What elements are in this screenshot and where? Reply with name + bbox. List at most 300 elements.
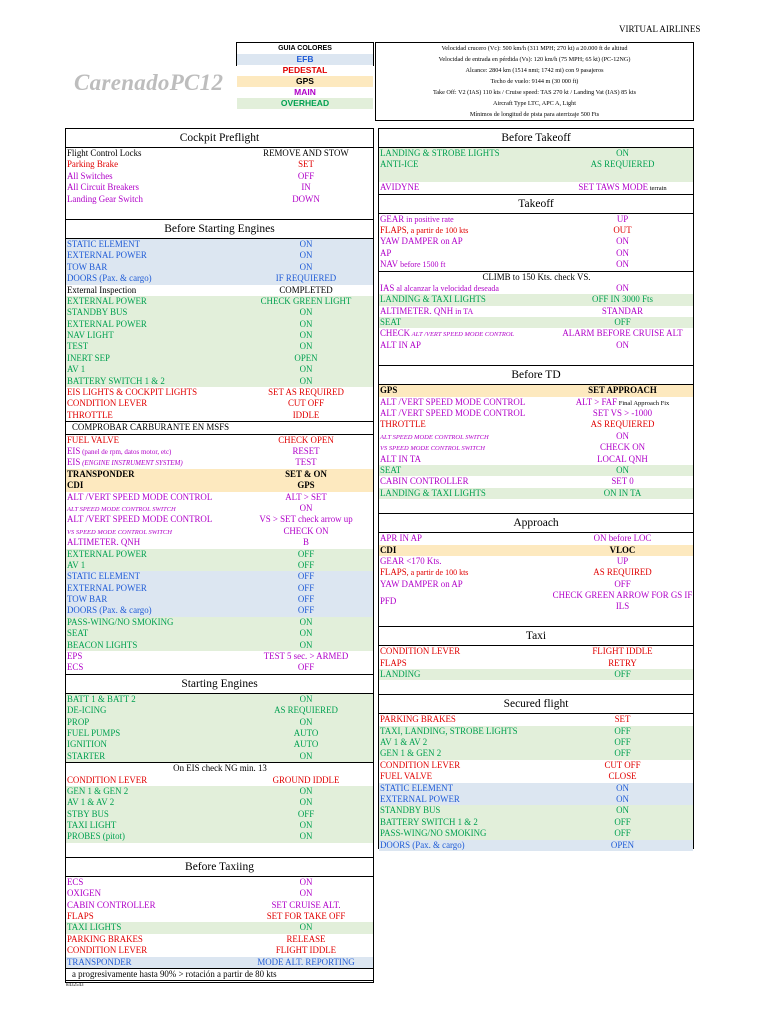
item-label (379, 317, 552, 328)
footer-code: 8432543 (66, 983, 84, 988)
item-label (66, 934, 239, 945)
item-label-main: STBY BUS (67, 808, 109, 819)
item-label (379, 259, 552, 270)
item-action-main: LOCAL QNH (597, 453, 648, 464)
item-action-main: VLOC (609, 544, 636, 555)
item-action (239, 492, 373, 503)
spacer (379, 499, 693, 513)
section-title: Cockpit Preflight (66, 129, 373, 148)
item-action (239, 583, 373, 594)
item-action-main: OFF (297, 548, 315, 559)
item-action (552, 840, 693, 851)
checklist-row (379, 590, 693, 612)
item-action (552, 794, 693, 805)
item-action-main: B (303, 537, 309, 548)
checklist-row (379, 454, 693, 465)
item-action-main: MODE ALT. REPORTING (257, 956, 355, 967)
checklist-row (379, 646, 693, 657)
item-action-main: ON (299, 318, 313, 329)
item-label-main: FUEL VALVE (380, 771, 433, 782)
item-label (66, 628, 239, 639)
item-label-main: FLAPS (67, 911, 94, 922)
checklist-row (66, 514, 373, 525)
checklist-row (379, 840, 693, 851)
item-action-main: COMPLETED (279, 284, 333, 295)
item-action (239, 560, 373, 571)
legend-title: GUIA COLORES (278, 45, 332, 52)
item-label (66, 319, 239, 330)
item-label-main: EXTERNAL POWER (67, 582, 147, 593)
item-action (552, 159, 693, 170)
item-label (66, 262, 239, 273)
item-label-main: LANDING & TAXI LIGHTS (380, 487, 486, 498)
checklist-row (66, 285, 373, 296)
item-label (66, 571, 239, 582)
item-action-main: SET VS > -1000 (592, 408, 653, 419)
item-label (66, 159, 239, 170)
item-label (379, 283, 552, 294)
item-action-main: ON (616, 794, 629, 805)
note-text: a progresivamente hasta 90% > rotación a partir de 80 kts (72, 969, 277, 979)
checklist-row (66, 549, 373, 560)
item-label (379, 748, 552, 759)
item-action-main: OUT (613, 224, 632, 235)
item-label-main: All Switches (67, 170, 113, 181)
item-action-main: ON (299, 639, 313, 650)
item-action-main: ALARM BEFORE CRUISE ALT (562, 328, 683, 339)
item-label (66, 549, 239, 560)
item-label (66, 560, 239, 571)
item-label (379, 419, 552, 430)
item-label-main: TOW BAR (67, 261, 108, 272)
item-label-main: ANTI-ICE (380, 159, 419, 170)
item-action-main: IN (301, 182, 311, 193)
checklist-row (379, 533, 693, 544)
item-action (239, 387, 373, 398)
item-label (66, 469, 239, 480)
item-label (66, 285, 239, 296)
item-action-main: ON (299, 261, 313, 272)
checklist-row (66, 809, 373, 820)
checklist-row (379, 385, 693, 396)
checklist-row (66, 640, 373, 651)
legend-item: MAIN (237, 87, 373, 98)
item-label-main: INERT SEP (67, 352, 110, 363)
item-label (66, 617, 239, 628)
item-action-main: ON (299, 341, 313, 352)
item-action-main: CUT OFF (604, 759, 641, 770)
item-action-main: ON (616, 282, 629, 293)
item-action-main: CHECK GREEN ARROW FOR GS IF ILS (552, 590, 693, 612)
item-label-main: EIS (67, 457, 81, 468)
item-label (379, 476, 552, 487)
item-action (552, 214, 693, 225)
item-label-main: GEAR <170 Kts. (380, 555, 442, 566)
legend-item: OVERHEAD (237, 98, 373, 109)
spec-line: Aircraft Type LTC, APC A, Light (493, 100, 576, 107)
item-action (552, 760, 693, 771)
checklist-row (66, 537, 373, 548)
item-action-main: SET CRUISE ALT. (271, 899, 341, 910)
item-label-main: STANDBY BUS (380, 805, 441, 816)
checklist-row (379, 783, 693, 794)
checklist-row (66, 945, 373, 956)
item-action (552, 148, 693, 159)
item-action (239, 831, 373, 842)
item-label-main: STATIC ELEMENT (67, 571, 140, 582)
item-action (239, 159, 373, 170)
item-label-main: CABIN CONTROLLER (380, 476, 469, 487)
item-action (239, 694, 373, 705)
item-action-main: RESET (292, 445, 320, 456)
item-label (66, 250, 239, 261)
checklist-row (66, 469, 373, 480)
item-action-main: OFF (614, 578, 631, 589)
item-action (239, 705, 373, 716)
checklist-row (66, 341, 373, 352)
item-action (239, 571, 373, 582)
item-action (552, 579, 693, 590)
item-label (379, 567, 552, 578)
checklist-row (66, 330, 373, 341)
item-label (379, 465, 552, 476)
item-action (552, 442, 693, 453)
checklist-row (379, 545, 693, 556)
item-action-main: ON (616, 782, 629, 793)
item-label (379, 159, 552, 170)
item-action-main: AUTO (293, 727, 319, 738)
item-label-main: SEAT (380, 464, 402, 475)
item-label-main: THROTTLE (67, 409, 113, 420)
item-label-main: STANDBY BUS (67, 307, 128, 318)
item-action-main: ON (299, 250, 313, 261)
item-label-main: ALT IN TA (380, 453, 422, 464)
checklist-row (66, 353, 373, 364)
item-action-main: SET TAWS MODE (578, 182, 649, 193)
item-action (552, 419, 693, 430)
checklist-row (66, 387, 373, 398)
item-label-main: CONDITION LEVER (380, 646, 461, 657)
item-action (552, 658, 693, 669)
item-label (66, 651, 239, 662)
checklist-row (66, 319, 373, 330)
item-label (66, 398, 239, 409)
item-action-note: terrain (648, 185, 667, 193)
item-label-main: ALT /VERT SPEED MODE CONTROL (380, 408, 526, 419)
item-label (379, 805, 552, 816)
item-action (239, 398, 373, 409)
item-action-main: ON (299, 375, 313, 386)
item-label (379, 579, 552, 590)
checklist-row (379, 714, 693, 725)
item-action-main: CHECK GREEN LIGHT (260, 295, 352, 306)
item-label-main: NAV LIGHT (67, 330, 114, 341)
item-label-main: EXTERNAL POWER (67, 250, 147, 261)
checklist-row (379, 431, 693, 442)
item-action-main: OPEN (294, 352, 318, 363)
item-action-main: AS REQUIERED (274, 705, 338, 716)
item-label-main: ALT IN AP (380, 339, 421, 350)
item-label (66, 307, 239, 318)
item-label-note: in TA (453, 306, 474, 316)
item-action (239, 628, 373, 639)
item-label (66, 809, 239, 820)
item-label-main: AV 1 (67, 559, 86, 570)
item-label (379, 545, 552, 556)
item-label (66, 662, 239, 673)
checklist-row (66, 617, 373, 628)
checklist-row (379, 828, 693, 839)
item-action (239, 662, 373, 673)
note-row (379, 271, 693, 283)
checklist-row (66, 435, 373, 446)
item-action (552, 646, 693, 657)
item-action (552, 408, 693, 419)
right-checklist (378, 128, 694, 849)
spacer (379, 612, 693, 626)
item-label (66, 797, 239, 808)
item-action-main: ALT > SET (285, 491, 327, 502)
checklist-row (379, 328, 693, 339)
item-label-main: PARKING BRAKES (380, 714, 456, 725)
item-label-note: ALT /VERT SPEED MODE CONTROL (410, 331, 515, 339)
item-action-main: OFF (297, 662, 315, 673)
item-action-main: ON (299, 238, 313, 249)
item-label (379, 794, 552, 805)
item-action-main: AS REQUIRED (593, 567, 652, 578)
item-action (239, 900, 373, 911)
section-title: Before Starting Engines (66, 219, 373, 239)
item-label-main: OXIGEN (67, 888, 102, 899)
item-label-main: TEST (67, 341, 89, 352)
item-label-note: al alcanzar la velocidad deseada (394, 283, 499, 293)
item-action-main: ON (299, 330, 313, 341)
left-checklist (65, 128, 374, 983)
item-label-main: AV 1 (67, 364, 86, 375)
checklist-row (379, 726, 693, 737)
item-action-main: ON (616, 430, 629, 441)
checklist-row (66, 171, 373, 182)
item-action (552, 590, 693, 612)
item-label (379, 590, 552, 612)
item-label-main: All Circuit Breakers (67, 182, 139, 193)
checklist-row (379, 306, 693, 317)
item-label-main: FLAPS (380, 657, 407, 668)
item-label (379, 646, 552, 657)
item-action (239, 273, 373, 284)
item-label (66, 410, 239, 421)
checklist-row (379, 182, 693, 193)
item-label-note: VS SPEED MODE CONTROL SWITCH (67, 528, 172, 536)
legend-item: PEDESTAL (237, 65, 373, 76)
item-action-main: SET FOR TAKE OFF (266, 911, 346, 922)
item-action-main: FLIGHT IDDLE (275, 945, 337, 956)
item-action-main: SET 0 (611, 476, 634, 487)
checklist-row (379, 171, 693, 182)
section-title: Before Takeoff (379, 129, 693, 148)
checklist-row (379, 148, 693, 159)
item-action-main: ON (299, 693, 313, 704)
item-action-main: OFF IN 3000 Fts (592, 294, 653, 305)
item-label-main: APR IN AP (380, 533, 422, 544)
item-label (379, 328, 552, 339)
item-label (379, 442, 552, 453)
item-action-main: TEST (295, 457, 317, 468)
item-action-main: ON (616, 148, 629, 158)
item-action-main: IF REQUIERED (275, 273, 337, 284)
item-label (379, 306, 552, 317)
item-action (552, 171, 693, 182)
item-action (552, 283, 693, 294)
note-row (66, 762, 373, 774)
item-action-main: ON (299, 750, 313, 761)
item-action-main: ON (299, 628, 313, 639)
item-label-main: STARTER (67, 750, 106, 761)
item-action (239, 739, 373, 750)
item-label-main: GPS (380, 385, 398, 396)
item-label-main: DOORS (Pax. & cargo) (67, 273, 152, 284)
item-label (379, 236, 552, 247)
item-action (239, 888, 373, 899)
item-action (239, 945, 373, 956)
section-title: Before Taxiing (66, 857, 373, 877)
item-label (379, 533, 552, 544)
item-action (552, 248, 693, 259)
item-label (66, 945, 239, 956)
item-label-main: PASS-WING/NO SMOKING (380, 828, 487, 839)
item-action-main: OFF (297, 559, 315, 570)
item-action (552, 714, 693, 725)
spec-line: Alcance: 2804 km (1514 nmi; 1742 mi) con 9 pasajeros (465, 67, 604, 74)
checklist-row (66, 877, 373, 888)
checklist-row (66, 410, 373, 421)
item-action (239, 605, 373, 616)
item-label (379, 771, 552, 782)
airline-name: VIRTUAL AIRLINES (619, 24, 701, 34)
item-action (552, 748, 693, 759)
item-action (239, 194, 373, 205)
checklist-row (379, 669, 693, 680)
item-action (239, 341, 373, 352)
item-label (379, 669, 552, 680)
checklist-row (379, 488, 693, 499)
checklist-row (379, 805, 693, 816)
item-action (552, 556, 693, 567)
item-action (239, 514, 373, 525)
item-label-main: GEAR (380, 213, 405, 224)
spec-line: Mínimos de longitud de pista para aterrizaje 500 Fts (469, 111, 600, 118)
checklist-row (66, 571, 373, 582)
item-action (239, 809, 373, 820)
item-label-main: IGNITION (67, 739, 107, 750)
legend-item: GPS (237, 76, 373, 87)
item-label-main: ALT /VERT SPEED MODE CONTROL (67, 514, 213, 525)
item-label (66, 694, 239, 705)
checklist-row (66, 957, 373, 968)
item-label-main: AV 1 & AV 2 (67, 797, 115, 808)
item-label (379, 737, 552, 748)
item-label-main: CHECK (380, 328, 411, 339)
checklist-row (379, 567, 693, 578)
item-action-main: OFF (614, 816, 631, 827)
item-label (66, 583, 239, 594)
item-label (379, 488, 552, 499)
item-label-main: EPS (67, 651, 83, 662)
item-action (552, 182, 693, 193)
item-label (66, 900, 239, 911)
item-label-main: YAW DAMPER on AP (380, 236, 463, 247)
item-action (552, 669, 693, 680)
checklist-row (66, 446, 373, 457)
item-label-note: , a partir de 100 kts (406, 568, 469, 578)
item-label (379, 397, 552, 408)
legend-item: EFB (237, 54, 373, 65)
spacer (379, 680, 693, 694)
item-label (379, 817, 552, 828)
item-action (239, 934, 373, 945)
checklist-row (379, 225, 693, 236)
item-label-main: FUEL PUMPS (67, 727, 121, 738)
item-label-main: CONDITION LEVER (67, 945, 148, 956)
item-label-main: LANDING (380, 668, 421, 679)
checklist-row (66, 250, 373, 261)
item-action (552, 476, 693, 487)
item-action-main: OFF (297, 571, 315, 582)
item-label (66, 831, 239, 842)
item-label-main: IAS (380, 282, 395, 293)
item-label-main: EXTERNAL POWER (380, 794, 460, 805)
item-label (66, 640, 239, 651)
checklist-row (66, 820, 373, 831)
item-label (379, 225, 552, 236)
item-label (379, 148, 552, 159)
item-label-main: TRANSPONDER (67, 468, 135, 479)
item-action-main: SET & ON (285, 468, 327, 479)
item-label (66, 296, 239, 307)
item-label-note: in positive rate (404, 214, 454, 224)
item-action (239, 922, 373, 933)
checklist-row (66, 922, 373, 933)
item-action (552, 385, 693, 396)
item-action-main: OFF (614, 737, 631, 748)
item-action-main: ON (299, 888, 313, 899)
item-action (239, 751, 373, 762)
item-action-main: CHECK ON (283, 525, 329, 536)
checklist-row (379, 760, 693, 771)
item-action (552, 340, 693, 351)
item-label (66, 273, 239, 284)
item-action-main: ON (299, 922, 313, 933)
item-action-main: ON (299, 785, 313, 796)
item-label-main: SEAT (67, 628, 89, 639)
item-label (379, 431, 552, 442)
item-action (239, 148, 373, 159)
checklist-row (379, 259, 693, 270)
item-action-main: OFF (614, 668, 631, 679)
checklist-row (66, 480, 373, 491)
logo-text: CarenadoPC12 (74, 70, 224, 95)
item-action-main: ALT > FAF (575, 396, 618, 407)
item-label (66, 717, 239, 728)
item-action-main: OFF (614, 317, 631, 328)
item-action (239, 775, 373, 786)
checklist-row (66, 705, 373, 716)
item-label (379, 385, 552, 396)
checklist-row (66, 262, 373, 273)
item-action (552, 236, 693, 247)
item-label (66, 888, 239, 899)
item-label (66, 239, 239, 250)
